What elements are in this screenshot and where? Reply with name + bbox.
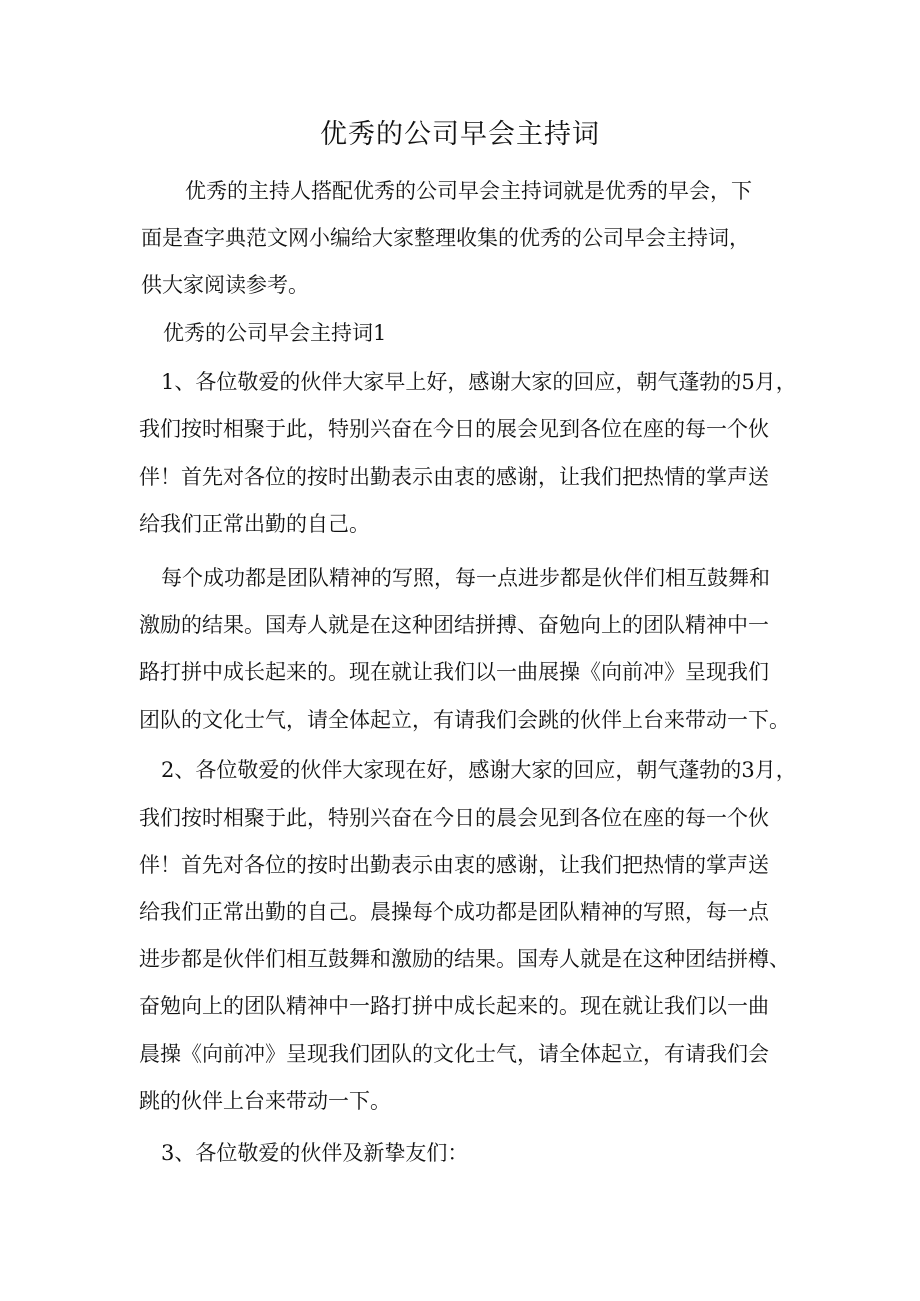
paragraph-line: 每个成功都是团队精神的写照，每一点进步都是伙伴们相互鼓舞和 <box>161 566 770 590</box>
paragraph-line: 伴！首先对各位的按时出勤表示由衷的感谢，让我们把热情的掌声送 <box>139 853 769 877</box>
paragraph-line: 我们按时相聚于此，特别兴奋在今日的展会见到各位在座的每一个伙 <box>139 417 769 441</box>
paragraph-line: 奋勉向上的团队精神中一路打拼中成长起来的。现在就让我们以一曲 <box>139 994 769 1018</box>
paragraph-line: 晨操《向前冲》呈现我们团队的文化士气，请全体起立，有请我们会 <box>139 1042 769 1066</box>
paragraph-line: 团队的文化士气，请全体起立，有请我们会跳的伙伴上台来带动一下。 <box>139 708 790 732</box>
paragraph-line: 伴！首先对各位的按时出勤表示由衷的感谢，让我们把热情的掌声送 <box>139 465 769 489</box>
paragraph-line: 3、各位敬爱的伙伴及新挚友们： <box>161 1141 469 1165</box>
paragraph-line: 我们按时相聚于此，特别兴奋在今日的晨会见到各位在座的每一个伙 <box>139 806 769 830</box>
paragraph-line: 给我们正常出勤的自己。 <box>139 512 370 536</box>
intro-line: 优秀的主持人搭配优秀的公司早会主持词就是优秀的早会，下 <box>185 179 752 203</box>
intro-line: 面是查字典范文网小编给大家整理收集的优秀的公司早会主持词， <box>141 226 750 250</box>
paragraph-line: 进步都是伙伴们相互鼓舞和激励的结果。国寿人就是在这种团结拼樽、 <box>139 947 790 971</box>
intro-line: 供大家阅读参考。 <box>141 273 309 297</box>
paragraph-line: 路打拼中成长起来的。现在就让我们以一曲展操《向前冲》呈现我们 <box>139 660 769 684</box>
document-title: 优秀的公司早会主持词 <box>320 119 600 150</box>
paragraph-line: 激励的结果。国寿人就是在这种团结拼搏、奋勉向上的团队精神中一 <box>139 613 769 637</box>
paragraph-line: 跳的伙伴上台来带动一下。 <box>139 1089 391 1113</box>
paragraph-line: 1、各位敬爱的伙伴大家早上好，感谢大家的回应，朝气蓬勃的5月， <box>161 370 797 394</box>
paragraph-line: 2、各位敬爱的伙伴大家现在好，感谢大家的回应，朝气蓬勃的3月， <box>161 758 797 782</box>
paragraph-line: 给我们正常出勤的自己。晨操每个成功都是团队精神的写照，每一点 <box>139 900 769 924</box>
section-heading: 优秀的公司早会主持词1 <box>163 321 387 345</box>
